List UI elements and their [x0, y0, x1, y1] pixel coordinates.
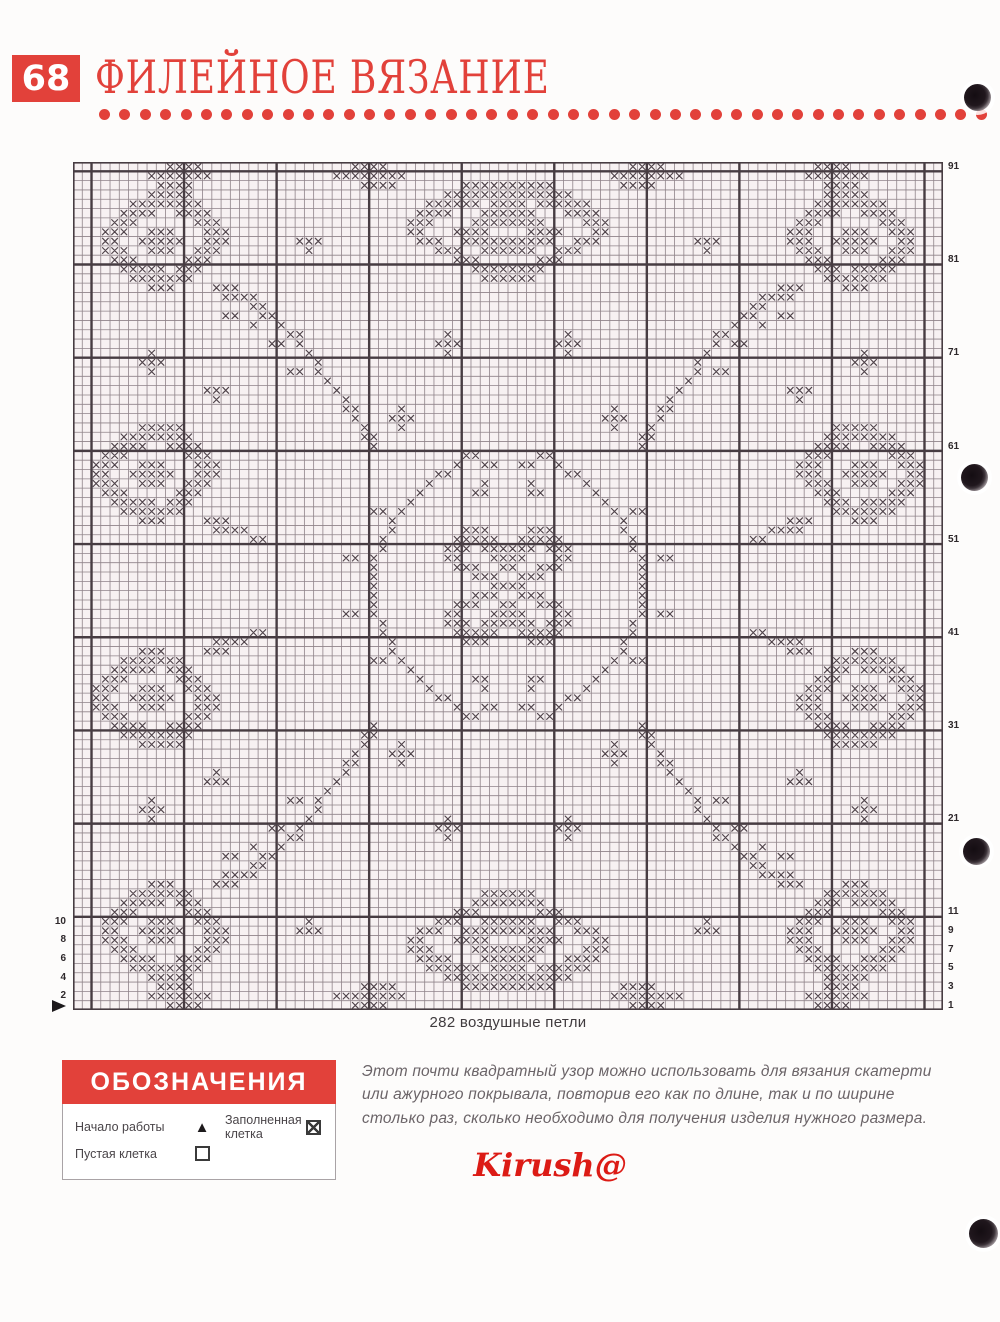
red-dot: [364, 109, 375, 120]
red-dot: [813, 109, 824, 120]
red-dot: [955, 109, 966, 120]
punch-hole: [963, 838, 990, 865]
pattern-description: Этот почти квадратный узор можно использовать для вязания скатерти или ажурного покрывала, повторив его как по длине, так и по ширине столько раз, сколько необходимо для получения изделия нужного размера.: [362, 1063, 932, 1127]
red-dot: [221, 109, 232, 120]
row-number-label: 71: [948, 347, 960, 359]
red-dot: [160, 109, 171, 120]
red-dot: [303, 109, 314, 120]
red-dot: [833, 109, 844, 120]
start-marker-icon: [52, 1000, 66, 1012]
row-number-label: 4: [60, 971, 66, 983]
row-number-label: 2: [60, 990, 66, 1002]
filet-crochet-chart: [73, 162, 943, 1010]
watermark: Kirush@: [473, 1146, 627, 1184]
punch-hole: [961, 464, 988, 491]
page-title: ФИЛЕЙНОЕ ВЯЗАНИЕ: [95, 50, 550, 105]
red-dot: [548, 109, 559, 120]
red-dot: [609, 109, 620, 120]
red-dot: [181, 109, 192, 120]
red-dot: [344, 109, 355, 120]
red-dot: [588, 109, 599, 120]
red-dot: [568, 109, 579, 120]
red-dot: [731, 109, 742, 120]
legend-body: [62, 1104, 336, 1180]
row-number-label: 11: [948, 906, 959, 918]
row-number-label: 6: [60, 953, 66, 965]
row-number-label: 1: [948, 999, 954, 1011]
red-dot: [853, 109, 864, 120]
red-dot: [99, 109, 110, 120]
red-dot: [792, 109, 803, 120]
row-number-label: 7: [948, 943, 954, 955]
red-dot: [446, 109, 457, 120]
legend-row: [75, 1140, 325, 1167]
chart-row-labels-left: [42, 162, 66, 1010]
red-dot: [242, 109, 253, 120]
row-number-label: 8: [60, 934, 66, 946]
punch-hole: [969, 1219, 998, 1248]
red-dot: [384, 109, 395, 120]
red-dot: [894, 109, 905, 120]
red-dot: [507, 109, 518, 120]
page-number-badge: 68: [12, 55, 80, 102]
red-dot: [466, 109, 477, 120]
red-dot: [874, 109, 885, 120]
row-number-label: 5: [948, 962, 954, 974]
red-dot: [752, 109, 763, 120]
legend-row: [75, 1113, 325, 1140]
legend-box: [62, 1060, 336, 1180]
chart-row-labels-right: [948, 162, 974, 1010]
legend-title: ОБОЗНАЧЕНИЯ: [62, 1060, 336, 1104]
row-number-label: 3: [948, 981, 954, 993]
punch-hole: [964, 84, 991, 111]
red-dot: [690, 109, 701, 120]
legend-item-label: Начало работы: [75, 1120, 165, 1134]
red-dot: [650, 109, 661, 120]
red-dot: [915, 109, 926, 120]
red-dot: [119, 109, 130, 120]
red-dot: [140, 109, 151, 120]
decorative-dots: [99, 109, 987, 120]
red-dot: [772, 109, 783, 120]
row-number-label: 10: [54, 915, 66, 927]
red-dot: [323, 109, 334, 120]
row-number-label: 81: [948, 254, 960, 266]
row-number-label: 31: [948, 720, 960, 732]
red-dot: [262, 109, 273, 120]
red-dot: [527, 109, 538, 120]
row-number-label: 51: [948, 533, 960, 545]
row-number-label: 61: [948, 440, 960, 452]
row-number-label: 21: [948, 813, 960, 825]
red-dot: [201, 109, 212, 120]
red-dot: [283, 109, 294, 120]
red-dot: [629, 109, 640, 120]
red-dot: [486, 109, 497, 120]
start-triangle-icon: ▲: [194, 1118, 210, 1136]
red-dot: [405, 109, 416, 120]
filled-cell-icon: [306, 1120, 321, 1135]
chart-caption: 282 воздушные петли: [429, 1014, 587, 1031]
row-number-label: 9: [948, 925, 954, 937]
red-dot: [711, 109, 722, 120]
empty-cell-icon: [195, 1146, 210, 1161]
red-dot: [935, 109, 946, 120]
legend-item-label: Пустая клетка: [75, 1146, 157, 1161]
legend-item-label: Заполненная клетка: [225, 1113, 302, 1141]
red-dot: [670, 109, 681, 120]
row-number-label: 41: [948, 626, 960, 638]
red-dot: [425, 109, 436, 120]
row-number-label: 91: [948, 161, 960, 172]
